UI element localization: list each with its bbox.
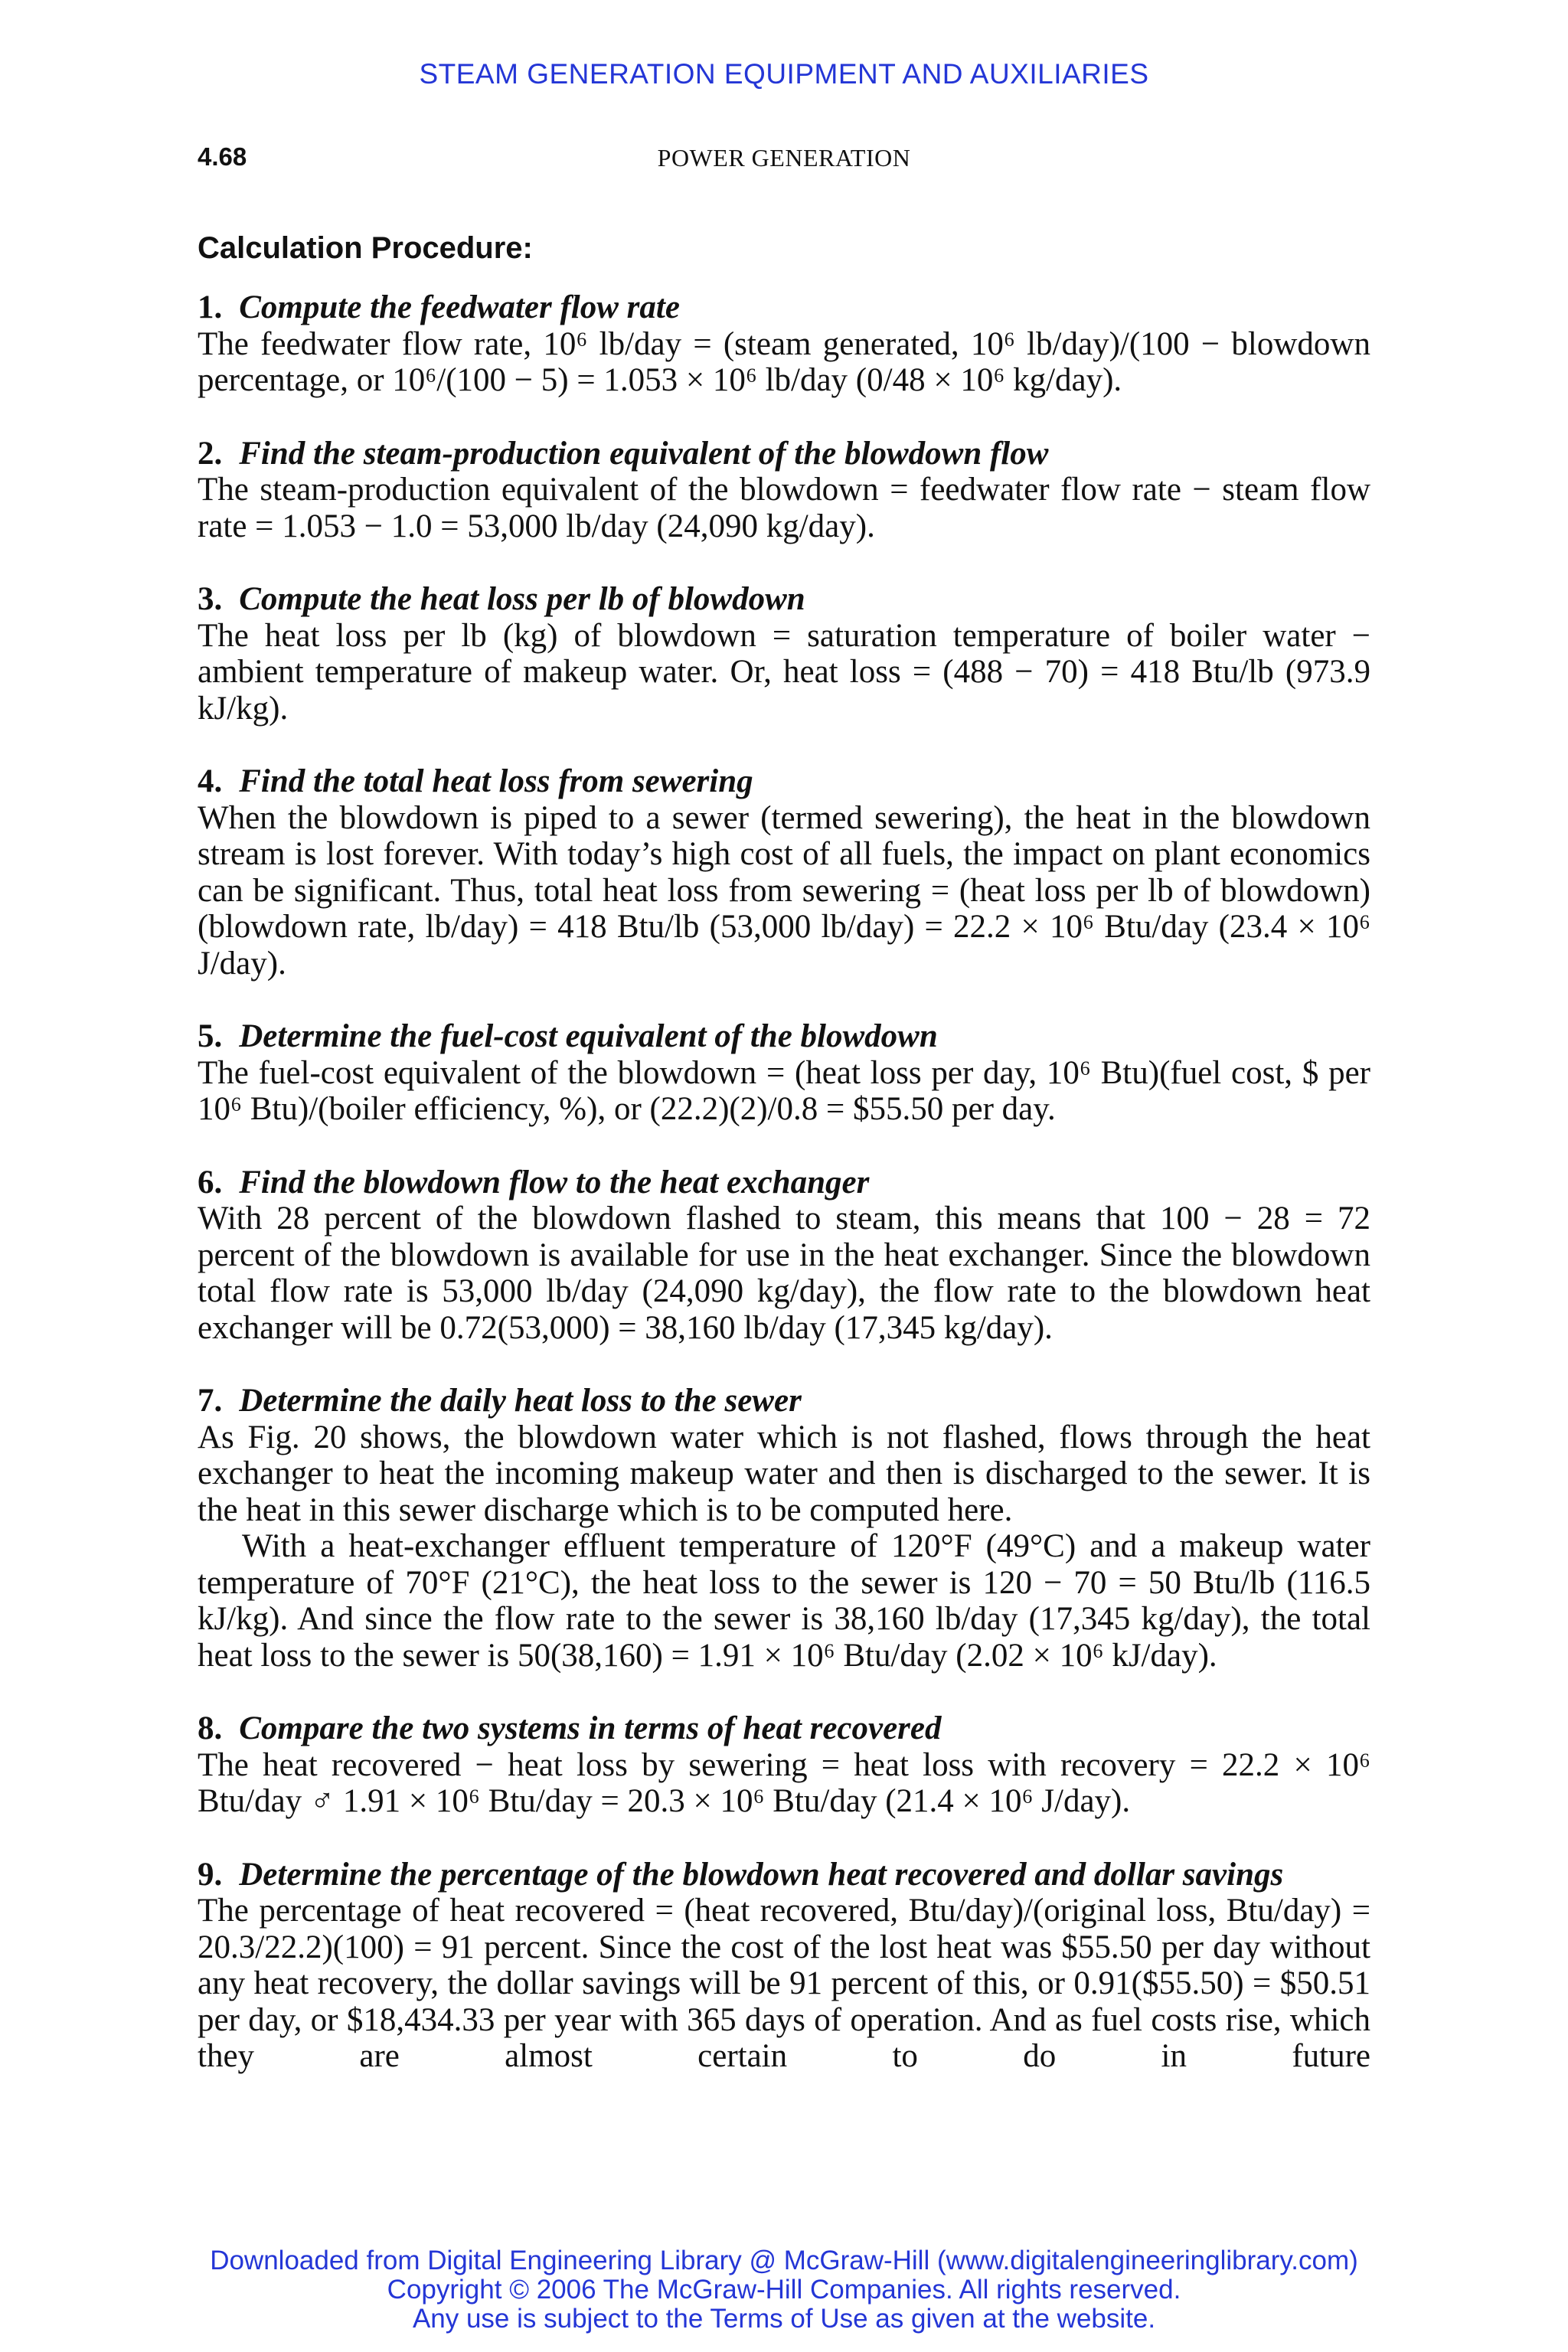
step-title [198, 763, 1370, 800]
step-title-text: Determine the fuel-cost equivalent of the blowdown [239, 1018, 938, 1054]
step-paragraph: The percentage of heat recovered = (heat recovered, Btu/day)/(original loss, Btu/day) = 20.3/22.2)(100) = 91 percent. Since the cost of the lost heat was $55.50 per day without any heat recovery, the dollar savings will be 91 percent of this, or 0.91($55.50) = $50.51 per day, or $18,434.33 per year with 365 days of operation. And as fuel costs rise, which they are almost certain to do in future [198, 1893, 1370, 2074]
step-title-text: Determine the daily heat loss to the sewer [239, 1383, 802, 1419]
step-paragraph: The feedwater flow rate, 10⁶ lb/day = (steam generated, 10⁶ lb/day)/(100 − blowdown percentage, or 10⁶/(100 − 5) = 1.053 × 10⁶ lb/day (0/48 × 10⁶ kg/day). [198, 325, 1370, 398]
step-number: 1. [198, 289, 223, 325]
step-title [198, 1710, 1370, 1747]
procedure-heading: Calculation Procedure: [198, 231, 533, 265]
step-paragraph: With 28 percent of the blowdown flashed to steam, this means that 100 − 28 = 72 percent of the blowdown is available for use in the heat exchanger. Since the blowdown total flow rate is 53,000 lb/day (24,090 kg/day), the flow rate to the blowdown heat exchanger will be 0.72(53,000) = 38,160 lb/day (17,345 kg/day). [198, 1200, 1370, 1346]
step-paragraph: With a heat-exchanger effluent temperature of 120°F (49°C) and a makeup water temperature of 70°F (21°C), the heat loss to the sewer is 120 − 70 = 50 Btu/lb (116.5 kJ/kg). And since the flow rate to the sewer is 38,160 lb/day (17,345 kg/day), the total heat loss to the sewer is 50(38,160) = 1.91 × 10⁶ Btu/day (2.02 × 10⁶ kJ/day). [198, 1528, 1370, 1674]
step-1 [198, 289, 1370, 399]
footer-download-line: Downloaded from Digital Engineering Library @ McGraw-Hill (www.digitalengineeringlibrary.com) [210, 2246, 1358, 2275]
step-number: 3. [198, 581, 223, 617]
step-title-text: Compute the heat loss per lb of blowdown [239, 581, 805, 617]
step-5 [198, 1018, 1370, 1128]
step-title-text: Compare the two systems in terms of heat recovered [239, 1710, 942, 1746]
step-6 [198, 1165, 1370, 1347]
step-title [198, 289, 1370, 326]
step-title [198, 1383, 1370, 1419]
step-title [198, 1857, 1370, 1893]
step-number: 6. [198, 1164, 223, 1200]
footer-copyright-line: Copyright © 2006 The McGraw-Hill Companies. All rights reserved. [387, 2275, 1181, 2305]
step-4 [198, 763, 1370, 982]
step-paragraph: The heat recovered − heat loss by sewering = heat loss with recovery = 22.2 × 10⁶ Btu/day ♂ 1.91 × 10⁶ Btu/day = 20.3 × 10⁶ Btu/day (21.4 × 10⁶ J/day). [198, 1746, 1370, 1819]
step-title [198, 581, 1370, 618]
step-title [198, 1165, 1370, 1201]
step-title-text: Compute the feedwater flow rate [239, 289, 680, 325]
step-number: 5. [198, 1018, 223, 1054]
step-title-text: Determine the percentage of the blowdown heat recovered and dollar savings [239, 1856, 1284, 1893]
step-title [198, 1018, 1370, 1055]
book-title: POWER GENERATION [657, 144, 911, 172]
step-title-text: Find the steam-production equivalent of the blowdown flow [239, 435, 1049, 472]
step-number: 4. [198, 763, 223, 799]
step-title [198, 436, 1370, 472]
step-3 [198, 581, 1370, 727]
step-number: 7. [198, 1383, 223, 1419]
step-number: 9. [198, 1856, 223, 1893]
download-footer [0, 2246, 1568, 2334]
running-head: STEAM GENERATION EQUIPMENT AND AUXILIARIES [419, 58, 1149, 90]
step-paragraph: The steam-production equivalent of the blowdown = feedwater flow rate − steam flow rate = 1.053 − 1.0 = 53,000 lb/day (24,090 kg/day). [198, 472, 1370, 544]
page-number: 4.68 [198, 142, 247, 171]
step-9 [198, 1857, 1370, 2075]
step-title-text: Find the total heat loss from sewering [239, 763, 753, 799]
step-paragraph: The heat loss per lb (kg) of blowdown = saturation temperature of boiler water − ambient temperature of makeup water. Or, heat loss = (488 − 70) = 418 Btu/lb (973.9 kJ/kg). [198, 617, 1370, 727]
step-7 [198, 1383, 1370, 1674]
step-paragraph: When the blowdown is piped to a sewer (termed sewering), the heat in the blowdown stream is lost forever. With today’s high cost of all fuels, the impact on plant economics can be significant. Thus, total heat loss from sewering = (heat loss per lb of blowdown) (blowdown rate, lb/day) = 418 Btu/lb (53,000 lb/day) = 22.2 × 10⁶ Btu/day (23.4 × 10⁶ J/day). [198, 799, 1370, 982]
step-paragraph: As Fig. 20 shows, the blowdown water which is not flashed, flows through the heat exchanger to heat the incoming makeup water and then is discharged to the sewer. It is the heat in this sewer discharge which is to be computed here. [198, 1419, 1370, 1528]
step-title-text: Find the blowdown flow to the heat exchanger [239, 1164, 870, 1200]
step-number: 2. [198, 435, 223, 472]
step-number: 8. [198, 1710, 223, 1746]
footer-terms-line: Any use is subject to the Terms of Use as given at the website. [412, 2304, 1156, 2334]
step-8 [198, 1710, 1370, 1820]
page-body [198, 230, 1370, 2112]
step-paragraph: The fuel-cost equivalent of the blowdown = (heat loss per day, 10⁶ Btu)(fuel cost, $ per 10⁶ Btu)/(boiler efficiency, %), or (22.2)(2)/0.8 = $55.50 per day. [198, 1054, 1370, 1127]
step-2 [198, 436, 1370, 545]
